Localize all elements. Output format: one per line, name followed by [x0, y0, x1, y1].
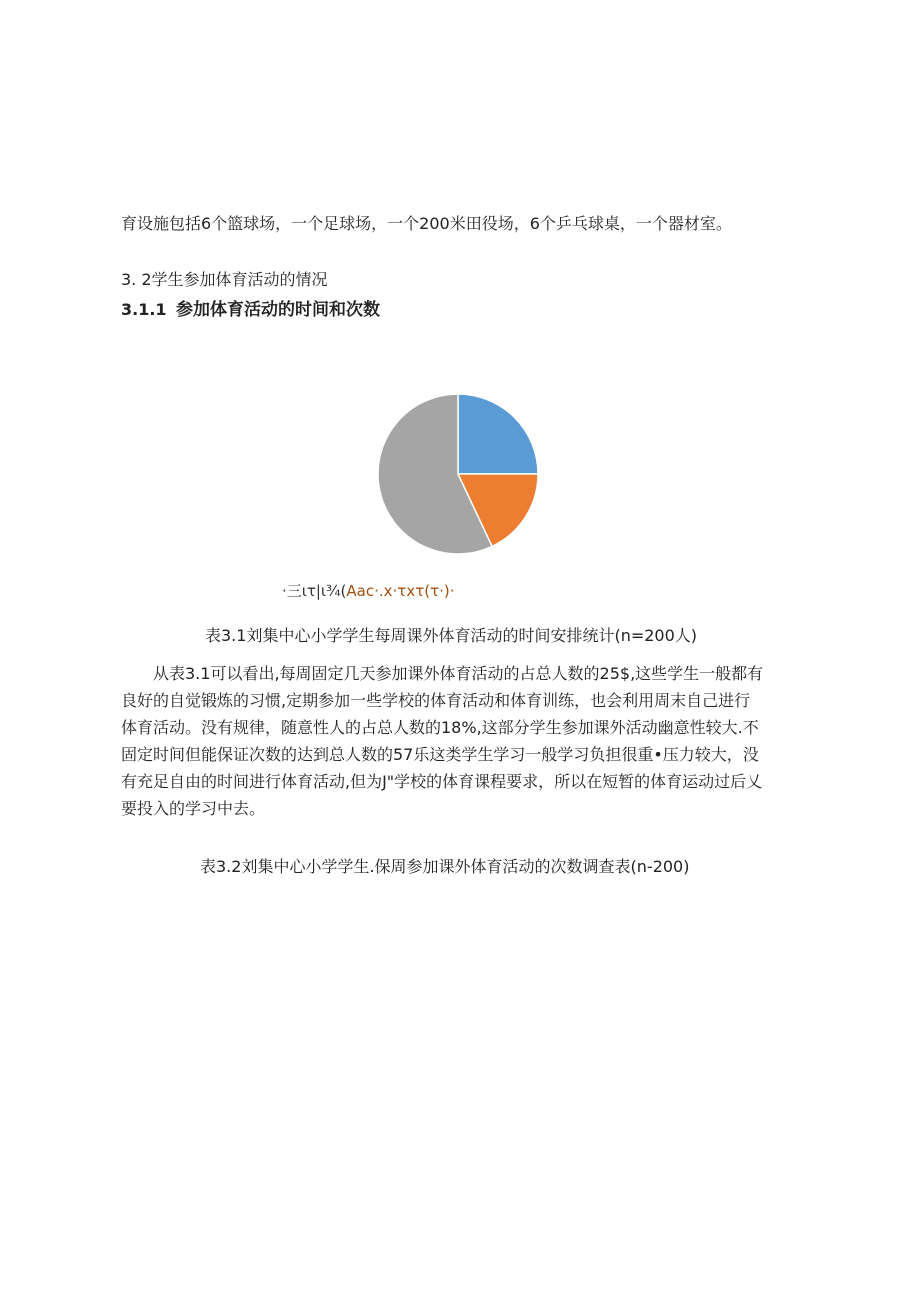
analysis-paragraph [121, 660, 801, 822]
legend-text-a: ·三ιτ|ι [282, 582, 327, 600]
table-caption-3-1: 表3.1刘集中心小学学生每周课外体育活动的时间安排统计(n=200人) [205, 626, 698, 645]
pie-slice-1 [458, 394, 538, 474]
paragraph-line: 从表3.1可以看出,每周固定几天参加课外体育活动的占总人数的25$,这些学生一般都有 [153, 664, 764, 683]
paragraph-facilities: 育设施包括6个篮球场，一个足球场，一个200米田役场，6个乒乓球桌，一个器材室。 [121, 214, 732, 233]
table-caption-3-2: 表3.2刘集中心小学学生.保周参加课外体育活动的次数调查表(n-200) [200, 857, 690, 876]
legend-text-c: Aac·.x·τxτ(τ·)· [346, 582, 455, 600]
chart-legend [282, 581, 455, 601]
subsection-title: 参加体育活动的时间和次数 [176, 300, 380, 320]
subsection-number: 3.1.1 [121, 300, 167, 319]
paragraph-line: 有充足自由的时间进行体育活动,但为J"学校的体育课程要求，所以在短暂的体育运动过后乂 [121, 772, 763, 791]
paragraph-line: 体育活动。没有规律，随意性人的占总人数的18%,这部分学生参加课外活动幽意性较大.不 [121, 718, 759, 737]
paragraph-line: 良好的自觉锻炼的习惯,定期参加一些学校的体育活动和体育训练，也会利用周末自己进行 [121, 691, 751, 710]
pie-chart [364, 384, 554, 564]
paragraph-line: 要投入的学习中去。 [121, 799, 266, 818]
section-heading: 3. 2学生参加体育活动的情况 [121, 270, 328, 289]
legend-text-b: ¾( [326, 582, 347, 600]
paragraph-line: 固定时间但能保证次数的达到总人数的57乐这类学生学习一般学习负担很重•压力较大，没 [121, 745, 759, 764]
